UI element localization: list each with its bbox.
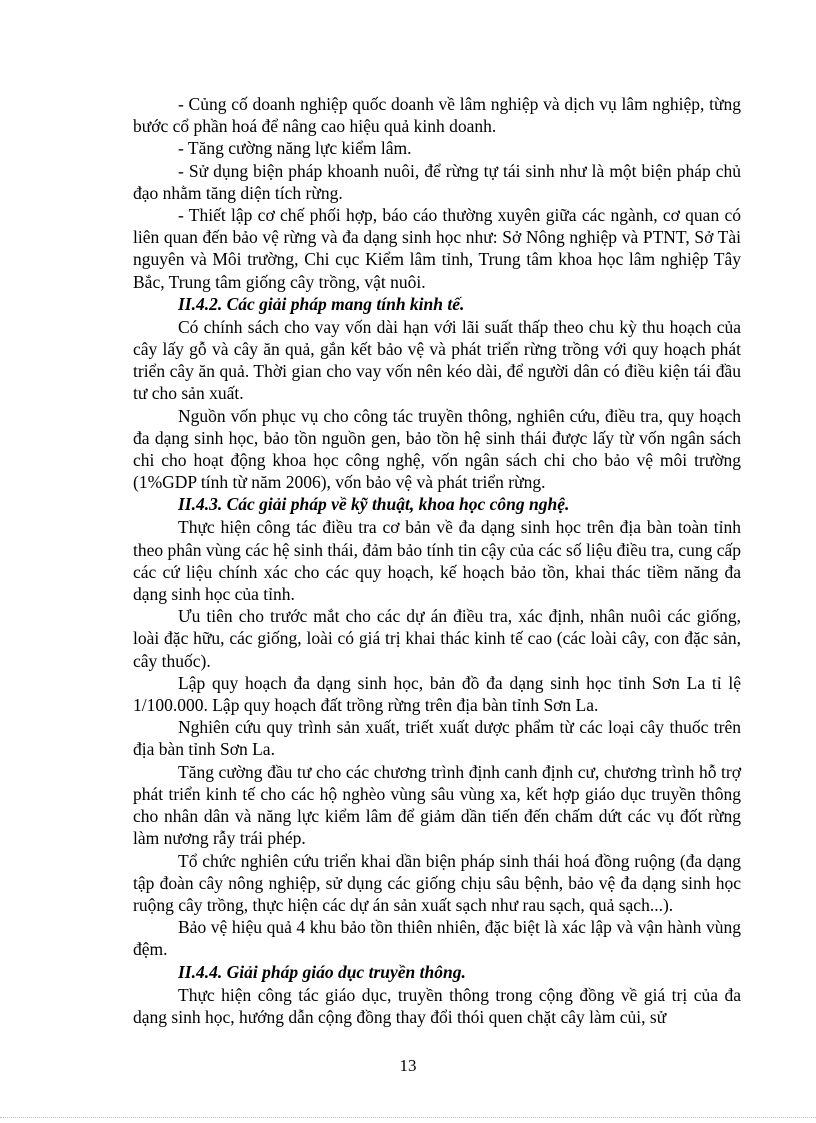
document-page (133, 93, 741, 1028)
section-heading-4-4: II.4.4. Giải pháp giáo dục truyền thông. (178, 961, 466, 982)
bullet-paragraph: - Sử dụng biện pháp khoanh nuôi, để rừng tự tái sinh như là một biện pháp chủ đạo nhằm tăng diện tích rừng. (133, 160, 741, 203)
page-bottom-divider (0, 1117, 816, 1118)
body-paragraph: Thực hiện công tác giáo dục, truyền thông trong cộng đồng về giá trị của đa dạng sinh học, hướng dẫn cộng đồng thay đổi thói quen chặt cây làm củi, sử (133, 984, 741, 1027)
body-paragraph: Bảo vệ hiệu quả 4 khu bảo tồn thiên nhiên, đặc biệt là xác lập và vận hành vùng đệm. (133, 917, 741, 960)
body-paragraph: Nghiên cứu quy trình sản xuất, triết xuất dược phẩm từ các loại cây thuốc trên địa bàn tỉnh Sơn La. (133, 717, 741, 760)
bullet-paragraph: - Tăng cường năng lực kiểm lâm. (178, 138, 412, 159)
section-heading-4-3: II.4.3. Các giải pháp về kỹ thuật, khoa học công nghệ. (178, 494, 570, 515)
section-heading-4-2: II.4.2. Các giải pháp mang tính kinh tế. (178, 293, 465, 314)
page-number: 13 (399, 1056, 417, 1075)
body-paragraph: Tăng cường đầu tư cho các chương trình định canh định cư, chương trình hỗ trợ phát triển kinh tế cho các hộ nghèo vùng sâu vùng xa, kết hợp giáo dục truyền thông cho nhân dân và năng lực kiểm lâm để giảm dần tiến đến chấm dứt các vụ đốt rừng làm nương rẫy trái phép. (133, 761, 741, 849)
body-paragraph: Có chính sách cho vay vốn dài hạn với lãi suất thấp theo chu kỳ thu hoạch của cây lấy gỗ và cây ăn quả, gắn kết bảo vệ và phát triển rừng trồng với quy hoạch phát triển cây ăn quả. Thời gian cho vay vốn nên kéo dài, để người dân có điều kiện tái đầu tư cho sản xuất. (133, 316, 741, 404)
body-paragraph: Ưu tiên cho trước mắt cho các dự án điều tra, xác định, nhân nuôi các giống, loài đặc hữu, các giống, loài có giá trị khai thác kinh tế cao (các loài cây, con đặc sản, cây thuốc). (133, 606, 741, 671)
bullet-paragraph: - Thiết lập cơ chế phối hợp, báo cáo thường xuyên giữa các ngành, cơ quan có liên quan đến bảo vệ rừng và đa dạng sinh học như: Sở Nông nghiệp và PTNT, Sở Tài nguyên và Môi trường, Chi cục Kiểm lâm tỉnh, Trung tâm khoa học lâm nghiệp Tây Bắc, Trung tâm giống cây trồng, vật nuôi. (133, 205, 741, 292)
body-paragraph: Thực hiện công tác điều tra cơ bản về đa dạng sinh học trên địa bàn toàn tỉnh theo phân vùng các hệ sinh thái, đảm bảo tính tin cậy của các số liệu điều tra, cung cấp các cứ liệu chính xác cho các quy hoạch, kế hoạch bảo tồn, khai thác tiềm năng đa dạng sinh học của tỉnh. (133, 517, 741, 605)
bullet-paragraph: - Củng cố doanh nghiệp quốc doanh về lâm nghiệp và dịch vụ lâm nghiệp, từng bước cổ phần hoá để nâng cao hiệu quả kinh doanh. (133, 94, 741, 137)
body-paragraph: Lập quy hoạch đa dạng sinh học, bản đồ đa dạng sinh học tỉnh Sơn La tỉ lệ 1/100.000. Lập quy hoạch đất trồng rừng trên địa bàn tỉnh Sơn La. (133, 672, 741, 716)
body-paragraph: Tổ chức nghiên cứu triển khai dần biện pháp sinh thái hoá đồng ruộng (đa dạng tập đoàn cây nông nghiệp, sử dụng các giống chịu sâu bệnh, bảo vệ đa dạng sinh học ruộng cây trồng, thực hiện các dự án sản xuất sạch như rau sạch, quả sạch...). (133, 850, 741, 915)
body-paragraph: Nguồn vốn phục vụ cho công tác truyền thông, nghiên cứu, điều tra, quy hoạch đa dạng sinh học, bảo tồn nguồn gen, bảo tồn hệ sinh thái được lấy từ vốn ngân sách chi cho hoạt động khoa học công nghệ, vốn ngân sách chi cho bảo vệ môi trường (1%GDP tính từ năm 2006), vốn bảo vệ và phát triển rừng. (133, 405, 741, 493)
